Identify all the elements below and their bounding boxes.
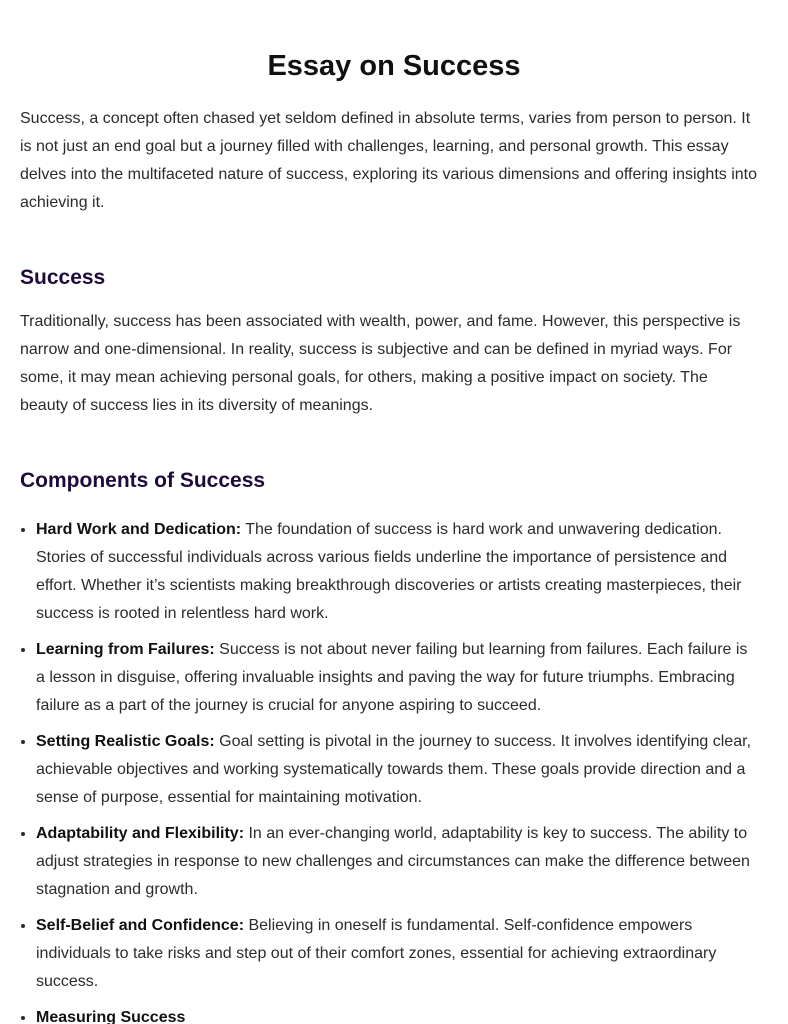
components-list bbox=[0, 516, 760, 1024]
list-item-term: Self-Belief and Confidence: bbox=[36, 917, 245, 934]
list-item bbox=[36, 1004, 760, 1024]
section-heading-components: Components of Success bbox=[20, 469, 266, 492]
list-item bbox=[36, 516, 760, 628]
list-item-term: Measuring Success bbox=[36, 1009, 186, 1024]
list-item-text: The foundation of success is hard work and unwavering dedication. Stories of successful individuals across various fields underline the importance of persistence and effort. Whether it’s scientists making breakthrough discoveries or artists creating masterpieces, their success is rooted in relentless hard work. bbox=[36, 521, 742, 622]
section-heading-success: Success bbox=[20, 266, 106, 289]
list-item-term: Adaptability and Flexibility: bbox=[36, 825, 245, 842]
intro-paragraph: Success, a concept often chased yet seldom defined in absolute terms, varies from person to person. It is not just an end goal but a journey filled with challenges, learning, and personal growth. This essay delves into the multifaceted nature of success, exploring its various dimensions and offering insights into achieving it. bbox=[20, 110, 757, 211]
list-item-text: Believing in oneself is fundamental. Self-confidence empowers individuals to take risks and step out of their comfort zones, essential for achieving extraordinary success. bbox=[36, 917, 717, 990]
list-item-text: Success is not about never failing but learning from failures. Each failure is a lesson in disguise, offering invaluable insights and paving the way for future triumphs. Embracing failure as a part of the journey is crucial for anyone aspiring to succeed. bbox=[36, 641, 748, 714]
list-item-text: Goal setting is pivotal in the journey to success. It involves identifying clear, achievable objectives and working systematically towards them. These goals provide direction and a sense of purpose, essential for maintaining motivation. bbox=[36, 733, 751, 806]
page-title: Essay on Success bbox=[267, 50, 521, 82]
success-paragraph: Traditionally, success has been associated with wealth, power, and fame. However, this perspective is narrow and one-dimensional. In reality, success is subjective and can be defined in myriad ways. For some, it may mean achieving personal goals, for others, making a positive impact on society. The beauty of success lies in its diversity of meanings. bbox=[20, 313, 741, 414]
list-item-term: Learning from Failures: bbox=[36, 641, 215, 658]
list-item-text: In an ever-changing world, adaptability is key to success. The ability to adjust strategies in response to new challenges and circumstances can make the difference between stagnation and growth. bbox=[36, 825, 750, 898]
list-item-term: Setting Realistic Goals: bbox=[36, 733, 215, 750]
list-item bbox=[36, 820, 760, 904]
list-item-term: Hard Work and Dedication: bbox=[36, 521, 242, 538]
list-item bbox=[36, 636, 760, 720]
list-item bbox=[36, 728, 760, 812]
list-item bbox=[36, 912, 760, 996]
